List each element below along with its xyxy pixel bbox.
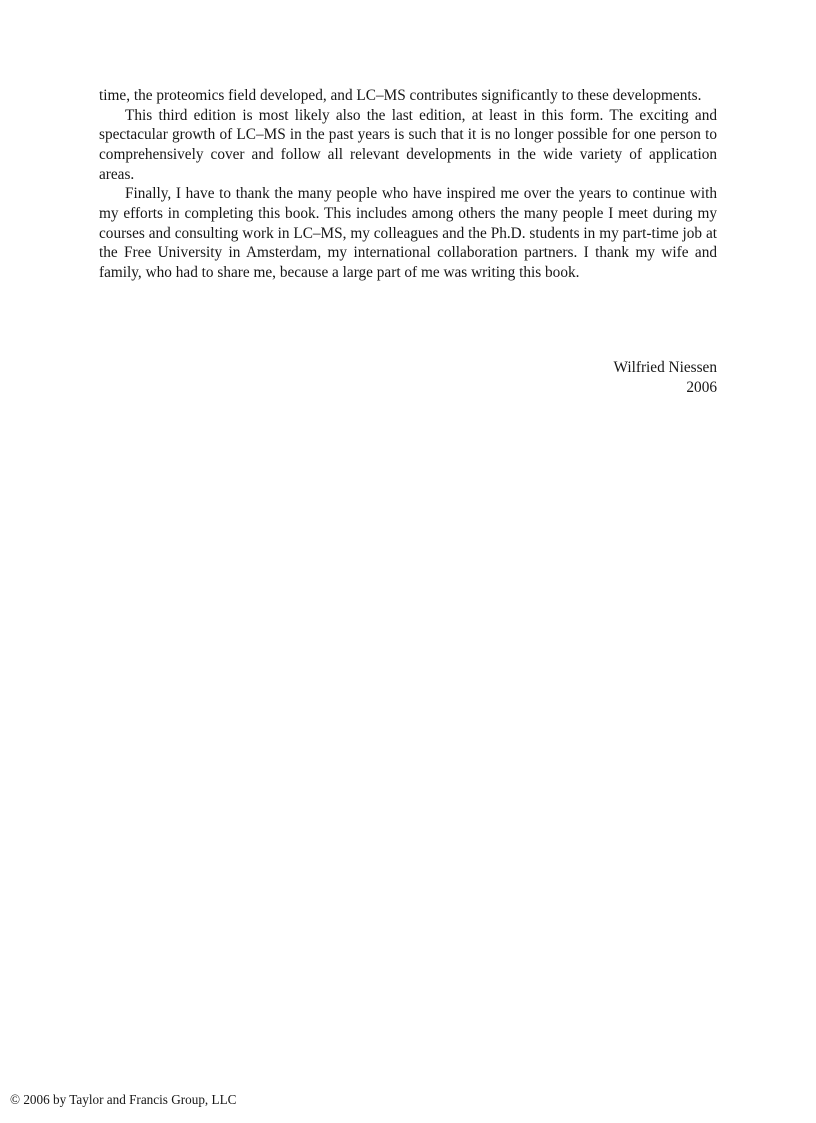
paragraph-continuation: time, the proteomics field developed, and LC–MS contributes significantly to these developments. xyxy=(99,87,702,104)
paragraph-third-edition: This third edition is most likely also the last edition, at least in this form. The exciting and spectacular growth of LC–MS in the past years is such that it is no longer possible for one person to comprehensively cover and follow all relevant developments in the wide variety of application areas. xyxy=(99,106,717,183)
signature-year: 2006 xyxy=(686,378,717,396)
signature-block xyxy=(99,358,717,397)
body-text xyxy=(99,86,717,283)
paragraph-acknowledgements: Finally, I have to thank the many people who have inspired me over the years to continue with my efforts in completing this book. This includes among others the many people I meet during my courses and consulting work in LC–MS, my colleagues and the Ph.D. students in my part-time job at the Free University in Amsterdam, my international collaboration partners. I thank my wife and family, who had to share me, because a large part of me was writing this book. xyxy=(99,185,717,281)
copyright-footer: © 2006 by Taylor and Francis Group, LLC xyxy=(10,1092,237,1107)
signature-author: Wilfried Niessen xyxy=(613,359,717,376)
